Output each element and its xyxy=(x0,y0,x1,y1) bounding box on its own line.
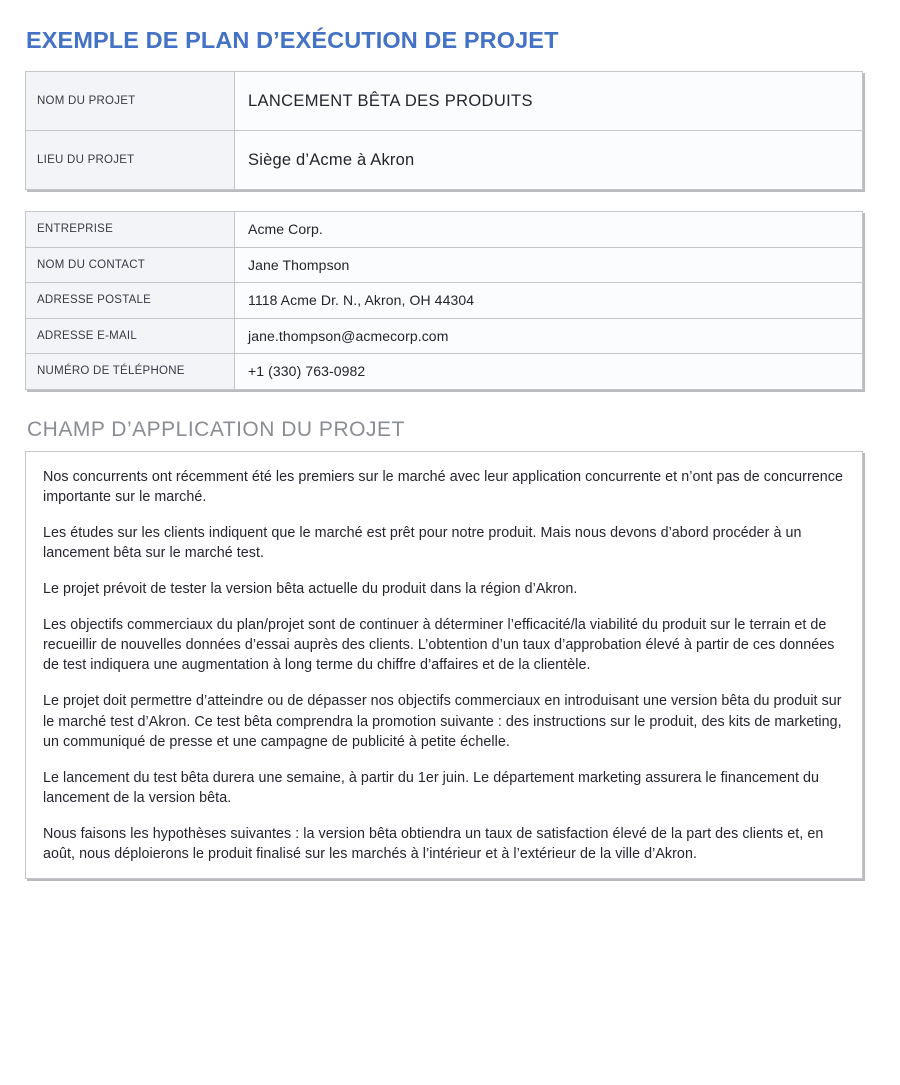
field-label-project-location: LIEU DU PROJET xyxy=(26,131,235,190)
scope-paragraph: Le projet prévoit de tester la version bêta actuelle du produit dans la région d’Akron. xyxy=(43,581,578,598)
scope-paragraph: Nos concurrents ont récemment été les premiers sur le marché avec leur application concurrente et n’ont pas de concurrence importante sur le marché. xyxy=(43,468,843,506)
field-value-mailing-address[interactable]: 1118 Acme Dr. N., Akron, OH 44304 xyxy=(235,283,863,319)
table-row xyxy=(26,72,863,131)
field-value-company[interactable]: Acme Corp. xyxy=(235,212,863,248)
table-row xyxy=(26,131,863,190)
field-label-email-address: ADRESSE E-MAIL xyxy=(26,318,235,354)
field-value-contact-name[interactable]: Jane Thompson xyxy=(235,247,863,283)
scope-paragraph: Le lancement du test bêta durera une semaine, à partir du 1er juin. Le département marketing assurera le financement du lancement de la version bêta. xyxy=(43,769,820,806)
scope-paragraph: Nous faisons les hypothèses suivantes : la version bêta obtiendra un taux de satisfaction élevé de la part des clients et, en août, nous déploierons le produit finalisé sur les marchés à l’intérieur et à l’extérieur de la ville d’Akron. xyxy=(43,825,824,863)
field-label-project-name: NOM DU PROJET xyxy=(26,72,235,131)
field-value-phone-number[interactable]: +1 (330) 763-0982 xyxy=(235,354,863,390)
field-label-contact-name: NOM DU CONTACT xyxy=(26,247,235,283)
page-title: EXEMPLE DE PLAN D’EXÉCUTION DE PROJET xyxy=(26,27,559,53)
scope-paragraph: Les études sur les clients indiquent que le marché est prêt pour notre produit. Mais nous devons d’abord procéder à un lancement bêta sur le marché test. xyxy=(43,524,802,562)
field-value-project-name[interactable]: LANCEMENT BÊTA DES PRODUITS xyxy=(235,72,863,131)
table-row xyxy=(26,354,863,390)
table-row xyxy=(26,212,863,248)
field-label-company: ENTREPRISE xyxy=(26,212,235,248)
scope-paragraph: Le projet doit permettre d’atteindre ou de dépasser nos objectifs commerciaux en introduisant une version bêta du produit sur le marché test d’Akron. Ce test bêta comprendra la promotion suivante : des instructions sur le produit, des kits de marketing, un communiqué de presse et une campagne de publicité à petite échelle. xyxy=(43,693,842,750)
table-row xyxy=(26,283,863,319)
scope-paragraph: Les objectifs commerciaux du plan/projet sont de continuer à déterminer l’efficacité/la viabilité du produit sur le terrain et de recueillir de nouvelles données d’essai auprès des clients. L’obtention d’un taux d’approbation élevé à partir de ces données de test indiquera une augmentation à long terme du chiffre d’affaires et de la clientèle. xyxy=(43,616,835,674)
field-value-project-location[interactable]: Siège d’Acme à Akron xyxy=(235,131,863,190)
contact-info-table xyxy=(25,211,863,390)
section-heading-project-scope: CHAMP D’APPLICATION DU PROJET xyxy=(27,417,405,441)
table-row xyxy=(26,247,863,283)
project-scope-textbox[interactable] xyxy=(25,451,863,879)
project-info-table xyxy=(25,71,863,190)
field-label-mailing-address: ADRESSE POSTALE xyxy=(26,283,235,319)
field-label-phone-number: NUMÉRO DE TÉLÉPHONE xyxy=(26,354,235,390)
field-value-email-address[interactable]: jane.thompson@acmecorp.com xyxy=(235,318,863,354)
table-row xyxy=(26,318,863,354)
